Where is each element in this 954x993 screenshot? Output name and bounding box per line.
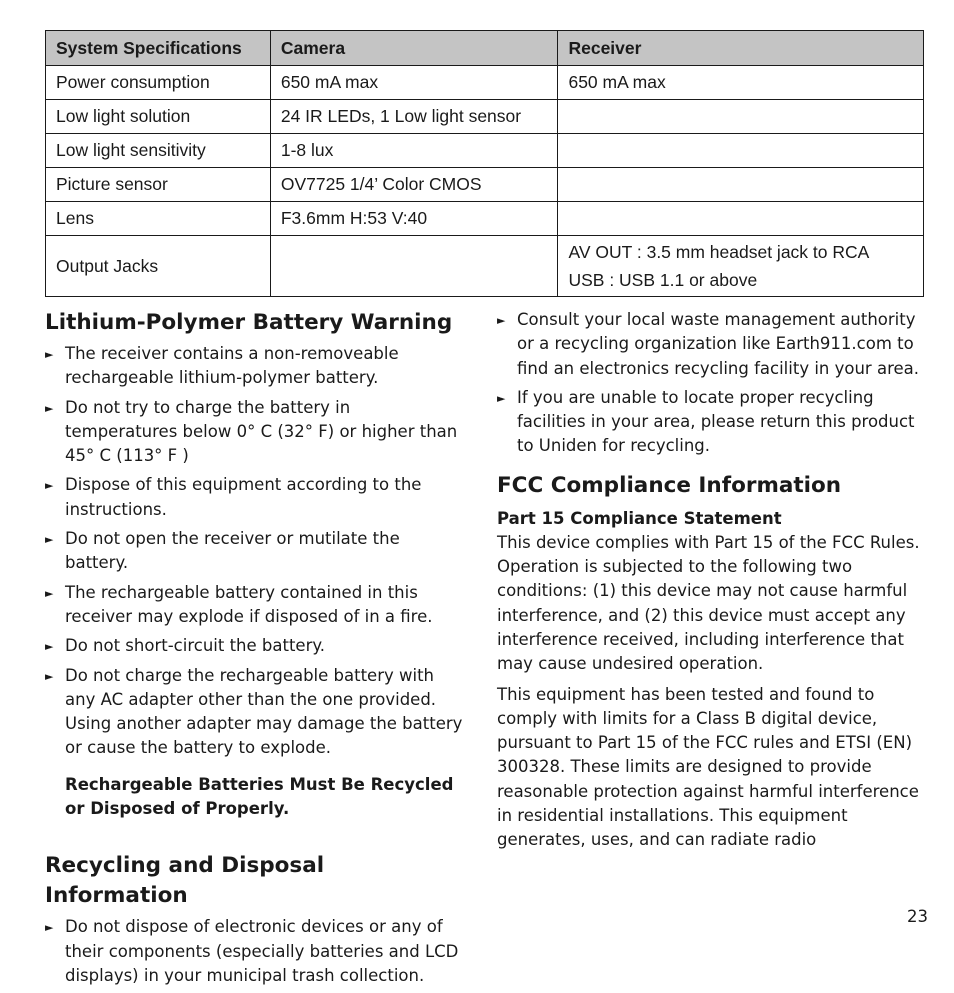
table-row bbox=[46, 134, 924, 168]
spec-label: Low light sensitivity bbox=[46, 134, 271, 168]
spec-receiver-value bbox=[558, 236, 924, 297]
list-item: ► Do not charge the rechargeable battery with any AC adapter other than the one provided. Using another adapter may damage the battery or cause the battery to explode. bbox=[45, 665, 463, 758]
table-row bbox=[46, 100, 924, 134]
fcc-paragraph: This equipment has been tested and found to comply with limits for a Class B digital device, pursuant to Part 15 of the FCC rules and ETSI (EN) 300328. These limits are designed to provide reasonable protection against harmful interference in residential installations. This equipment generates, uses, and can radiate radio bbox=[497, 684, 919, 850]
battery-warning-title: Lithium-Polymer Battery Warning bbox=[45, 310, 453, 335]
spec-camera-value: 650 mA max bbox=[270, 66, 558, 100]
header-system-specifications: System Specifications bbox=[46, 31, 271, 66]
spec-label: Picture sensor bbox=[46, 168, 271, 202]
table-row bbox=[46, 66, 924, 100]
left-column bbox=[45, 308, 463, 993]
bullet-arrow-icon: ► bbox=[45, 533, 54, 547]
bullet-arrow-icon: ► bbox=[45, 921, 54, 935]
battery-warning-list bbox=[45, 342, 463, 761]
spec-camera-value: 24 IR LEDs, 1 Low light sensor bbox=[270, 100, 558, 134]
receiver-usb: USB : USB 1.1 or above bbox=[568, 270, 758, 290]
list-item: ► The rechargeable battery contained in this receiver may explode if disposed of in a fire. bbox=[45, 582, 433, 626]
bullet-arrow-icon: ► bbox=[45, 479, 54, 493]
bullet-arrow-icon: ► bbox=[45, 348, 54, 361]
table-row-output-jacks bbox=[46, 236, 924, 297]
spec-receiver-value bbox=[558, 202, 924, 236]
fcc-title: FCC Compliance Information bbox=[497, 472, 842, 498]
spec-receiver-value: 650 mA max bbox=[558, 66, 924, 100]
spec-camera-value: F3.6mm H:53 V:40 bbox=[270, 202, 558, 236]
spec-receiver-value bbox=[558, 134, 924, 168]
spec-camera-value: OV7725 1/4’ Color CMOS bbox=[270, 168, 558, 202]
recycling-title: Recycling and Disposal Information bbox=[45, 853, 325, 909]
bullet-arrow-icon: ► bbox=[45, 401, 54, 415]
header-receiver: Receiver bbox=[558, 31, 924, 66]
right-column bbox=[497, 308, 927, 853]
list-item: ► If you are unable to locate proper recycling facilities in your area, please return this product to Uniden for recycling. bbox=[497, 387, 915, 456]
recycling-list-left bbox=[45, 915, 463, 988]
list-item: ► The receiver contains a non-removeable rechargeable lithium-polymer battery. bbox=[45, 344, 399, 388]
bullet-arrow-icon: ► bbox=[45, 640, 54, 654]
receiver-av-out: AV OUT : 3.5 mm headset jack to RCA bbox=[568, 242, 870, 262]
bullet-arrow-icon: ► bbox=[497, 314, 506, 327]
fcc-paragraph: This device complies with Part 15 of the FCC Rules. Operation is subjected to the following two conditions: (1) this device may not cause harmful interference, and (2) this device must accept any interference received, including interference that may cause undesired operation. bbox=[497, 532, 920, 674]
spec-label: Power consumption bbox=[46, 66, 271, 100]
spec-table-header bbox=[46, 31, 924, 66]
spec-receiver-value bbox=[558, 168, 924, 202]
recycle-batteries-note: Rechargeable Batteries Must Be Recycled or Disposed of Properly. bbox=[65, 774, 454, 819]
list-item: ► Dispose of this equipment according to the instructions. bbox=[45, 475, 422, 519]
spec-camera-value: 1-8 lux bbox=[270, 134, 558, 168]
part15-subtitle: Part 15 Compliance Statement bbox=[497, 508, 782, 528]
spec-label: Output Jacks bbox=[46, 236, 271, 297]
spec-label: Lens bbox=[46, 202, 271, 236]
list-item: ► Do not open the receiver or mutilate the battery. bbox=[45, 529, 400, 573]
spec-table bbox=[45, 30, 924, 297]
bullet-arrow-icon: ► bbox=[45, 669, 54, 683]
table-row bbox=[46, 202, 924, 236]
table-row bbox=[46, 168, 924, 202]
bullet-arrow-icon: ► bbox=[45, 586, 54, 600]
list-item: ► Do not try to charge the battery in temperatures below 0° C (32° F) or higher than 45° C (113° F ) bbox=[45, 397, 458, 466]
spec-camera-value bbox=[270, 236, 558, 297]
header-camera: Camera bbox=[270, 31, 558, 66]
spec-receiver-value bbox=[558, 100, 924, 134]
page-number: 23 bbox=[907, 907, 928, 926]
bullet-arrow-icon: ► bbox=[497, 391, 506, 405]
recycling-list-right bbox=[497, 308, 927, 459]
list-item: ► Consult your local waste management authority or a recycling organization like Earth911.com to find an electronics recycling facility in your area. bbox=[497, 310, 920, 378]
spec-label: Low light solution bbox=[46, 100, 271, 134]
list-item: ► Do not dispose of electronic devices or any of their components (especially batteries and LCD displays) in your municipal trash collection. bbox=[45, 917, 459, 985]
list-item: ► Do not short-circuit the battery. bbox=[45, 634, 463, 658]
